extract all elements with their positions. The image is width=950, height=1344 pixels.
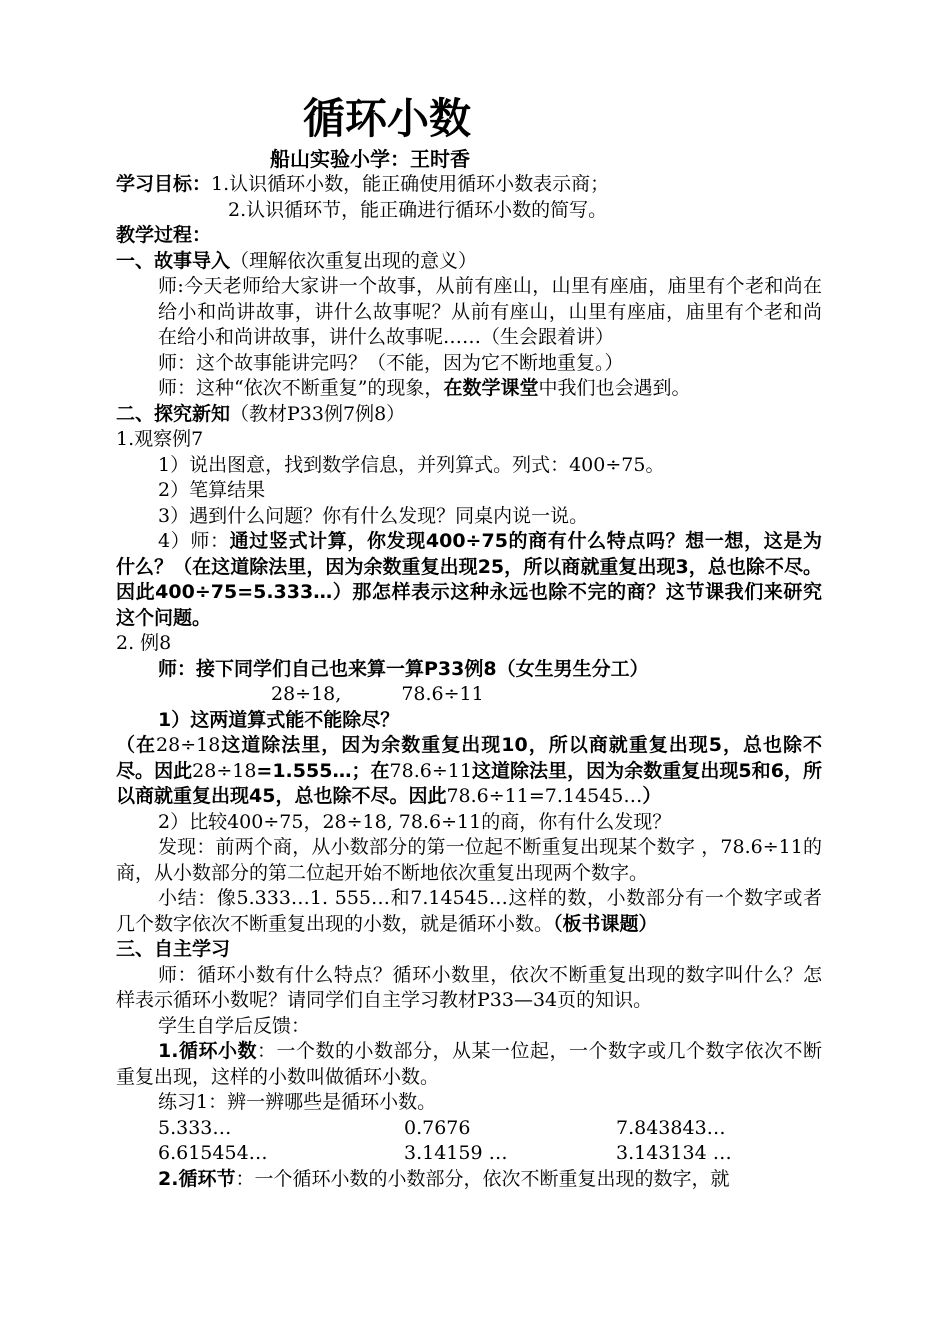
- self-study-prompt: 师：循环小数有什么特点？循环小数里，依次不断重复出现的数字叫什么？怎样表示循环小数呢？请同学们自主学习教材P33—34页的知识。: [116, 963, 822, 1011]
- goals-line-1: [116, 172, 822, 198]
- number-item: 5.333…: [158, 1116, 232, 1139]
- teacher-instruction: 师：接下同学们自己也来算一算P33例8（女生男生分工）: [158, 657, 649, 680]
- definition-2: 2.循环节：一个循环小数的小数部分，依次不断重复出现的数字，就: [158, 1167, 730, 1190]
- page-title: 循环小数: [303, 94, 472, 143]
- calculations: 28÷18, 78.6÷11: [271, 683, 484, 705]
- number-item: 3.14159 …: [404, 1142, 508, 1164]
- number-item: 0.7676: [404, 1116, 471, 1139]
- section-3-heading: 三、自主学习: [116, 938, 231, 960]
- summary: 小结：像5.333…1. 555…和7.14545…这样的数，小数部分有一个数字或者几个数字依次不断重复出现的小数，就是循环小数。（板书课题）: [116, 887, 822, 935]
- goal-1: 1.认识循环小数，能正确使用循环小数表示商；: [211, 173, 610, 195]
- number-item: 6.615454…: [158, 1142, 268, 1164]
- number-item: 7.843843…: [616, 1116, 726, 1139]
- number-item: 3.143134 …: [616, 1142, 732, 1164]
- step-2: 2）笔算结果: [158, 479, 266, 501]
- question-2: 2）比较400÷75，28÷18, 78.6÷11的商，你有什么发现？: [158, 810, 672, 833]
- question-1-answer: （在28÷18这道除法里，因为余数重复出现10，所以商就重复出现5，总也除不尽。因此28÷18=1.555…；在78.6÷11这道除法里，因为余数重复出现5和6，所以商就重复出现45，总也除不尽。因此78.6÷11=7.14545…）: [116, 734, 822, 807]
- example-7-label: 1.观察例7: [116, 428, 204, 450]
- goals-label: 学习目标：: [116, 173, 212, 195]
- story-question: 师：这个故事能讲完吗？（不能，因为它不断地重复。）: [158, 351, 624, 374]
- feedback-label: 学生自学后反馈：: [158, 1014, 311, 1037]
- number-row-1: [116, 1116, 822, 1142]
- section-2-heading: 二、探究新知（教材P33例7例8）: [116, 402, 406, 425]
- step-1: 1）说出图意，找到数学信息，并列算式。列式：400÷75。: [158, 453, 665, 476]
- definition-1: 1.循环小数：一个数的小数部分，从某一位起，一个数字或几个数字依次不断重复出现，这样的小数叫做循环小数。: [116, 1040, 822, 1088]
- example-8-label: 2. 例8: [116, 632, 172, 654]
- step-3: 3）遇到什么问题？你有什么发现？同桌内说一说。: [158, 504, 589, 527]
- step-4: 4）师：通过竖式计算，你发现400÷75的商有什么特点吗？想一想，这是为什么？（在这道除法里，因为余数重复出现25，所以商就重复出现3，总也除不尽。因此400÷75=5.333…）那怎样表示这种永远也除不完的商？这节课我们来研究这个问题。: [116, 530, 822, 629]
- question-1: 1）这两道算式能不能除尽？: [158, 708, 400, 731]
- document-body: [116, 172, 822, 1192]
- section-1-heading: 一、故事导入（理解依次重复出现的意义）: [116, 249, 478, 272]
- number-row-2: [116, 1141, 822, 1167]
- author-line: 船山实验小学：王时香: [270, 147, 470, 171]
- exercise-1: 练习1：辨一辨哪些是循环小数。: [158, 1091, 437, 1113]
- goal-2: 2.认识循环节，能正确进行循环小数的简写。: [228, 198, 608, 221]
- story-paragraph: 师:今天老师给大家讲一个故事，从前有座山，山里有座庙，庙里有个老和尚在给小和尚讲故事，讲什么故事呢？从前有座山，山里有座庙，庙里有个老和尚在给小和尚讲故事，讲什么故事呢……（生会跟着讲）: [158, 275, 822, 348]
- process-label: 教学过程：: [116, 224, 212, 246]
- story-transition: 师：这种“依次不断重复”的现象，在数学课堂中我们也会遇到。: [158, 377, 691, 399]
- finding: 发现：前两个商，从小数部分的第一位起不断重复出现某个数字 ，78.6÷11的商，从小数部分的第二位起开始不断地依次重复出现两个数字。: [116, 836, 822, 884]
